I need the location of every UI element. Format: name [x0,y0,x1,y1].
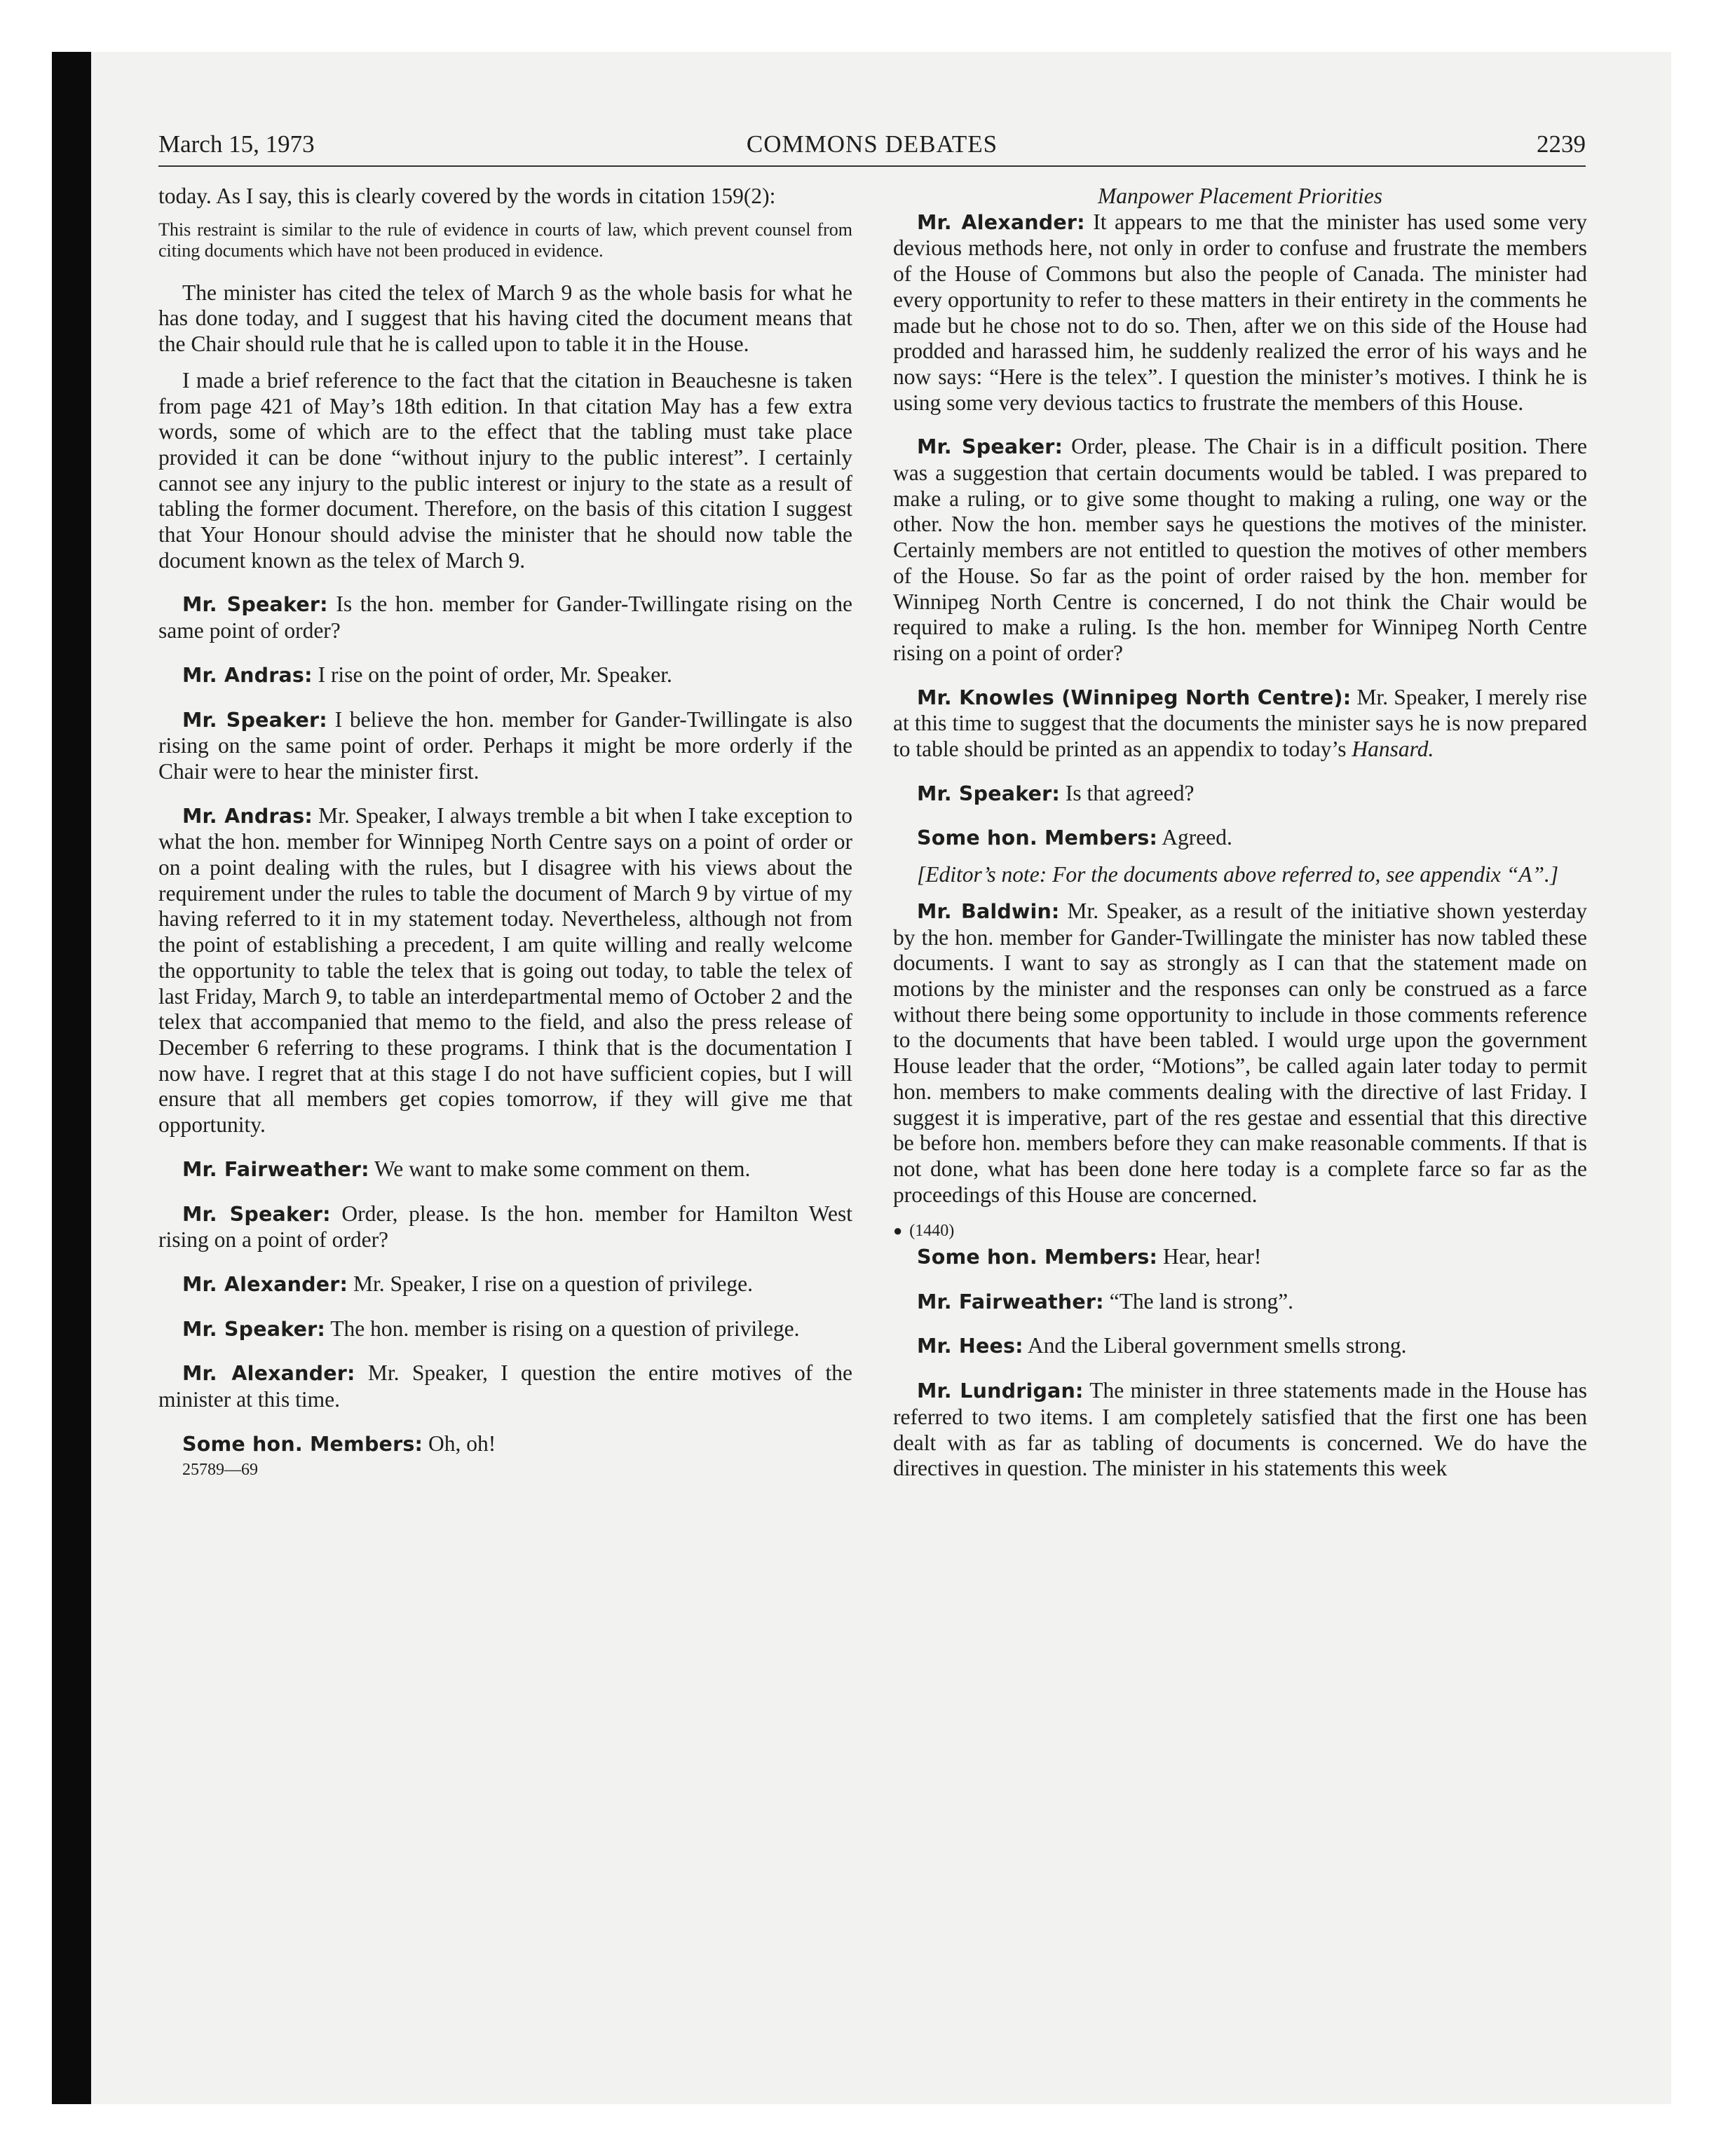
speech [893,210,1587,416]
speech-text: I believe the hon. member for Gander-Twillingate is also rising on the same point of order. Perhaps it might be more orderly if the Chair were to hear the minister first. [158,707,852,784]
speech [158,1271,852,1298]
speaker-name: Some hon. Members: [182,1432,423,1456]
speech-text: The hon. member is rising on a question of privilege. [325,1316,800,1341]
bullet-icon: ● [893,1222,903,1240]
speech [893,685,1587,763]
time-marker [893,1218,1587,1244]
speech-text: And the Liberal government smells strong. [1023,1333,1407,1358]
paragraph: today. As I say, this is clearly covered by the words in citation 159(2): [158,184,776,208]
speaker-name: Mr. Speaker: [182,708,327,732]
speech [158,1157,852,1183]
speech-text: It appears to me that the minister has used some very devious methods here, not only in order to confuse and frustrate the members of the House of Commons but also the people of Canada. The minister had every opportunity to refer to these matters in their entirety in the comments he made but he chose not to do so. Then, after we on this side of the House had prodded and harassed him, he suddenly realized the error of his ways and he now says: “Here is the telex”. I question the minister’s motives. I think he is using some very devious tactics to frustrate the members of this House. [893,209,1587,415]
speaker-name: Mr. Andras: [182,804,313,828]
speech [158,1360,852,1412]
speech-text: Oh, oh! [423,1431,496,1456]
speech [158,1201,852,1253]
right-column [893,184,1587,1482]
speaker-name: Mr. Speaker: [917,782,1060,805]
speech [158,592,852,643]
speech [158,707,852,785]
speech-text: Hear, hear! [1157,1244,1262,1269]
header-page-number: 2239 [1537,130,1586,158]
speech [893,825,1587,852]
speech-text-italic: Hansard. [1352,737,1434,762]
speech-text: Order, please. The Chair is in a difficult position. There was a suggestion that certain documents would be tabled. I was prepared to make a ruling, or to give some thought to making a ruling, one way or the other. Now the hon. member says he questions the motives of the minister. Certainly members are not entitled to question the motives of other members of the House. So far as the point of order raised by the hon. member for Winnipeg North Centre is concerned, I do not think the Chair would be required to make a ruling. Is the hon. member for Winnipeg North Centre rising on a point of order? [893,434,1587,665]
speaker-name: Some hon. Members: [917,1246,1158,1269]
speech [158,1316,852,1343]
speech [893,1378,1587,1482]
speaker-name: Mr. Alexander: [182,1272,348,1296]
speech-text: Agreed. [1157,825,1232,850]
speech [158,803,852,1138]
paragraph: I made a brief reference to the fact that the citation in Beauchesne is taken from page 421 of May’s 18th edition. In that citation May has a few extra words, some of which are to the effect that the tabling must take place provided it can be done “without injury to the public interest”. I certainly cannot see any injury to the public interest or injury to the state as a result of tabling the former document. Therefore, on the basis of this citation I suggest that Your Honour should advise the minister that he should now table the document known as the telex of March 9. [158,367,852,573]
speaker-name: Mr. Andras: [182,663,313,687]
speech [158,662,852,689]
speaker-name: Mr. Lundrigan: [917,1379,1084,1403]
speaker-name: Mr. Fairweather: [182,1157,369,1181]
speaker-name: Mr. Speaker: [917,435,1063,459]
speaker-name: Mr. Knowles (Winnipeg North Centre): [917,685,1352,709]
speech-text: Mr. Speaker, I merely rise at this time to suggest that the documents the minister says he is now prepared to table should be printed as an appendix to today’s [893,684,1587,762]
speech [893,781,1587,807]
speech [158,1431,852,1458]
speaker-name: Mr. Speaker: [182,1317,325,1341]
speech [893,434,1587,666]
speech-text: Mr. Speaker, as a result of the initiative shown yesterday by the hon. member for Gander-Twillingate the minister has now tabled these documents. I want to say as strongly as I can that the statement made on motions by the minister and the responses can only be construed as a farce without there being some opportunity to include in those comments reference to the documents that have been tabled. I would urge upon the government House leader that the order, “Motions”, be called again later today to permit hon. members to make comments dealing with the directive of last Friday. I suggest it is imperative, part of the res gestae and essential that this directive be before hon. members before they can make reasonable comments. If that is not done, what has been done here today is a complete farce so far as the proceedings of this House are concerned. [893,898,1587,1207]
document-page [158,130,1587,1481]
speech-text: I rise on the point of order, Mr. Speaker. [312,662,672,687]
speech-text: “The land is strong”. [1103,1288,1294,1314]
header-date: March 15, 1973 [158,130,315,158]
speech-text: Mr. Speaker, I rise on a question of privilege. [348,1271,753,1296]
running-header [158,130,1586,167]
speech-text: The minister in three statements made in the House has referred to two items. I am completely satisfied that the first one has been dealt with as far as tabling of documents is concerned. We do have the directives in question. The minister in his statements this week [893,1378,1587,1481]
speaker-name: Mr. Alexander: [182,1362,355,1386]
speech [893,1244,1587,1271]
speech-text: Mr. Speaker, I question the entire motives of the minister at this time. [158,1360,852,1412]
speech-text: Mr. Speaker, I always tremble a bit when I take exception to what the hon. member for Winnipeg North Centre says on a point of order or on a point dealing with the rules, but I disagree with his views about the requirement under the rules to table the document of March 9 by virtue of my having referred to it in my statement today. Nevertheless, although not from the point of establishing a precedent, I am quite willing and really welcome the opportunity to table the telex that is going out today, to table the telex of last Friday, March 9, to table an interdepartmental memo of October 2 and the telex that accompanied that memo to the field, and also the press release of December 6 referring to these programs. I think that is the documentation I now have. I regret that at this stage I do not have sufficient copies, but I will ensure that all members get copies tomorrow, if they will give me that opportunity. [158,803,852,1138]
speech-text: We want to make some comment on them. [369,1156,751,1181]
time-marker-text: (1440) [909,1222,955,1241]
speech-text: Order, please. Is the hon. member for Hamilton West rising on a point of order? [158,1201,853,1253]
speech [893,1289,1587,1316]
speech-text: Is that agreed? [1059,780,1195,805]
left-column [158,184,852,1483]
scan-binding-edge [52,52,91,2104]
speaker-name: Mr. Alexander: [917,210,1085,234]
speech [893,899,1587,1208]
header-title: COMMONS DEBATES [746,130,998,158]
section-heading: Manpower Placement Priorities [1098,184,1382,208]
speech [893,1333,1587,1360]
speaker-name: Some hon. Members: [917,826,1158,850]
block-quote: This restraint is similar to the rule of evidence in courts of law, which prevent counsel from citing documents which have not been produced in evidence. [158,219,852,261]
speaker-name: Mr. Hees: [917,1335,1023,1358]
paragraph: The minister has cited the telex of March 9 as the whole basis for what he has done today, and I suggest that his having cited the document means that the Chair should rule that he is called upon to table it in the House. [158,280,852,357]
speaker-name: Mr. Fairweather: [917,1290,1104,1314]
speaker-name: Mr. Baldwin: [917,899,1060,923]
speech-text: Is the hon. member for Gander-Twillingate rising on the same point of order? [158,592,852,643]
speaker-name: Mr. Speaker: [182,593,328,617]
speaker-name: Mr. Speaker: [182,1202,331,1226]
editor-note: [Editor’s note: For the documents above referred to, see appendix “A”.] [917,862,1559,887]
folio-signature: 25789—69 [182,1461,258,1480]
